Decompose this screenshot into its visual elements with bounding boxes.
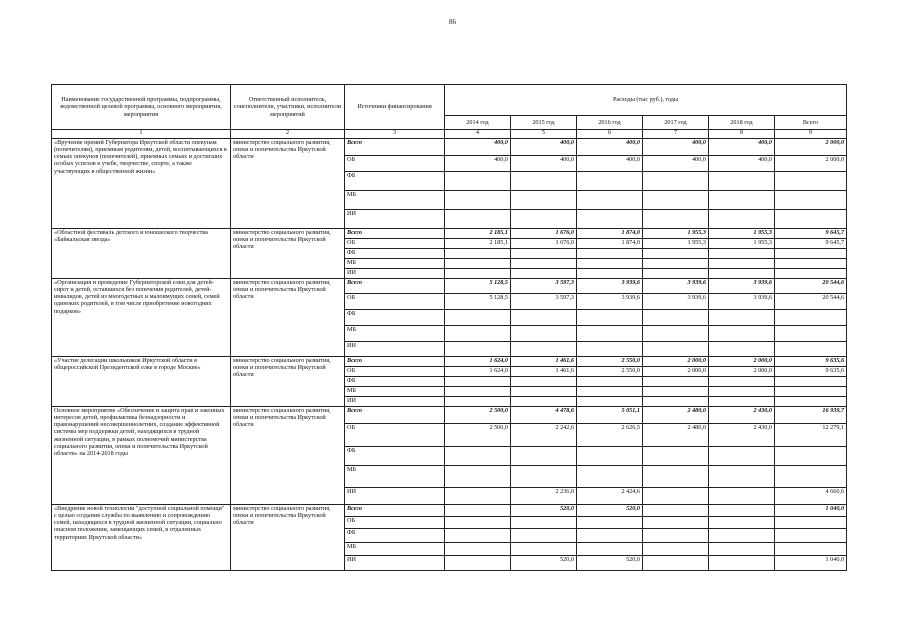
year-value-cell: 400,0 <box>577 139 643 156</box>
year-value-cell: 400,0 <box>445 156 511 172</box>
year-value-cell: 3 939,6 <box>577 294 643 310</box>
year-value-cell <box>643 326 709 342</box>
year-value-cell <box>643 377 709 387</box>
column-number: 2 <box>231 130 345 139</box>
year-value-cell <box>511 447 577 466</box>
year-value-cell <box>511 269 577 279</box>
funding-source: МБ <box>345 466 445 488</box>
year-value-cell: 3 939,6 <box>709 294 775 310</box>
year-value-cell: 2 000,0 <box>643 367 709 377</box>
column-number: 8 <box>709 130 775 139</box>
total-value-cell <box>775 310 847 326</box>
year-value-cell: 1 955,3 <box>643 239 709 249</box>
year-value-cell <box>709 342 775 357</box>
year-value-cell: 1 461,6 <box>511 357 577 367</box>
total-value-cell: 9 635,6 <box>775 367 847 377</box>
year-value-cell <box>511 397 577 407</box>
year-value-cell <box>577 310 643 326</box>
year-value-cell: 2 000,0 <box>643 357 709 367</box>
header-year: 2015 год <box>511 116 577 130</box>
year-value-cell <box>643 310 709 326</box>
year-value-cell <box>445 310 511 326</box>
year-value-cell <box>577 342 643 357</box>
year-value-cell <box>643 505 709 517</box>
year-value-cell <box>445 517 511 529</box>
year-value-cell <box>511 172 577 191</box>
year-value-cell: 3 939,6 <box>643 279 709 294</box>
year-value-cell: 2 480,0 <box>643 424 709 447</box>
year-value-cell: 3 597,3 <box>511 279 577 294</box>
funding-source: ФБ <box>345 310 445 326</box>
total-value-cell <box>775 397 847 407</box>
funding-source: Всего <box>345 139 445 156</box>
year-value-cell: 1 676,0 <box>511 239 577 249</box>
year-value-cell <box>643 556 709 571</box>
total-value-cell: 20 544,6 <box>775 294 847 310</box>
year-value-cell <box>709 466 775 488</box>
year-value-cell: 2 626,5 <box>577 424 643 447</box>
year-value-cell <box>577 172 643 191</box>
funding-source: ОБ <box>345 156 445 172</box>
year-value-cell: 1 624,0 <box>445 357 511 367</box>
funding-source: Всего <box>345 357 445 367</box>
measure-executor: министерство социального развития, опеки и попечительства Иркутской области <box>231 229 345 279</box>
year-value-cell <box>445 377 511 387</box>
year-value-cell <box>445 397 511 407</box>
year-value-cell <box>511 387 577 397</box>
year-value-cell <box>643 172 709 191</box>
total-value-cell <box>775 326 847 342</box>
year-value-cell: 1 676,0 <box>511 229 577 239</box>
measure-name: Основное мероприятие «Обеспечение и защита прав и законных интересов детей, профилактика безнадзорности и правонарушений несовершеннолетних, создание эффективной системы мер поддержки детей, находящихся в трудной жизненной ситуации, в рамках полномочий министерства социального развития, опеки и попечительства Иркутской области» на 2014-2018 годы <box>52 407 231 505</box>
measure-executor: министерство социального развития, опеки и попечительства Иркутской области <box>231 505 345 571</box>
total-value-cell <box>775 210 847 229</box>
funding-source: ФБ <box>345 447 445 466</box>
year-value-cell <box>709 543 775 556</box>
year-value-cell <box>511 517 577 529</box>
funding-source: ОБ <box>345 367 445 377</box>
year-value-cell <box>709 310 775 326</box>
year-value-cell <box>511 529 577 543</box>
year-value-cell <box>709 210 775 229</box>
year-value-cell: 2 500,0 <box>445 424 511 447</box>
table-row <box>52 279 847 294</box>
funding-source: Всего <box>345 505 445 517</box>
year-value-cell <box>577 529 643 543</box>
year-value-cell <box>511 342 577 357</box>
year-value-cell: 400,0 <box>643 156 709 172</box>
year-value-cell <box>709 377 775 387</box>
year-value-cell: 2 236,0 <box>511 488 577 505</box>
year-value-cell <box>577 269 643 279</box>
year-value-cell: 400,0 <box>445 139 511 156</box>
year-value-cell <box>643 517 709 529</box>
year-value-cell: 2 185,1 <box>445 239 511 249</box>
year-value-cell: 400,0 <box>577 156 643 172</box>
year-value-cell: 2 242,6 <box>511 424 577 447</box>
total-value-cell: 1 040,0 <box>775 505 847 517</box>
year-value-cell <box>709 447 775 466</box>
year-value-cell <box>577 377 643 387</box>
year-value-cell: 2 550,0 <box>577 357 643 367</box>
funding-source: ФБ <box>345 249 445 259</box>
year-value-cell: 400,0 <box>709 139 775 156</box>
column-number: 1 <box>52 130 231 139</box>
funding-source: МБ <box>345 191 445 210</box>
year-value-cell <box>511 466 577 488</box>
year-value-cell: 5 128,5 <box>445 294 511 310</box>
year-value-cell: 2 550,0 <box>577 367 643 377</box>
measure-executor: министерство социального развития, опеки и попечительства Иркутской области <box>231 407 345 505</box>
year-value-cell: 3 939,6 <box>643 294 709 310</box>
column-number: 6 <box>577 130 643 139</box>
total-value-cell: 2 000,0 <box>775 139 847 156</box>
column-number: 9 <box>775 130 847 139</box>
header-name: Наименование государственной программы, подпрограммы, ведомственной целевой программы, основного мероприятия, мероприятия <box>52 85 231 130</box>
total-value-cell: 4 660,6 <box>775 488 847 505</box>
page-number: 86 <box>449 18 456 26</box>
year-value-cell <box>709 249 775 259</box>
funding-source: МБ <box>345 543 445 556</box>
year-value-cell: 5 051,1 <box>577 407 643 424</box>
column-number: 7 <box>643 130 709 139</box>
year-value-cell <box>445 556 511 571</box>
year-value-cell <box>643 447 709 466</box>
year-value-cell <box>709 326 775 342</box>
year-value-cell: 3 597,3 <box>511 294 577 310</box>
column-number: 5 <box>511 130 577 139</box>
funding-source: МБ <box>345 326 445 342</box>
year-value-cell <box>643 342 709 357</box>
year-value-cell: 400,0 <box>511 156 577 172</box>
year-value-cell <box>709 488 775 505</box>
total-value-cell <box>775 377 847 387</box>
year-value-cell <box>445 543 511 556</box>
year-value-cell: 3 939,6 <box>577 279 643 294</box>
year-value-cell <box>577 326 643 342</box>
year-value-cell <box>511 210 577 229</box>
year-value-cell <box>643 259 709 269</box>
year-value-cell <box>445 447 511 466</box>
year-value-cell <box>709 269 775 279</box>
funding-source: ИИ <box>345 342 445 357</box>
year-value-cell <box>709 172 775 191</box>
total-value-cell <box>775 269 847 279</box>
header-year: 2014 год <box>445 116 511 130</box>
year-value-cell: 2 430,0 <box>709 407 775 424</box>
funding-source: ОБ <box>345 294 445 310</box>
total-value-cell: 9 645,7 <box>775 229 847 239</box>
year-value-cell <box>445 488 511 505</box>
funding-source: ФБ <box>345 172 445 191</box>
year-value-cell <box>445 326 511 342</box>
table-row <box>52 139 847 156</box>
funding-source: ОБ <box>345 424 445 447</box>
total-value-cell <box>775 529 847 543</box>
year-value-cell: 3 939,6 <box>709 279 775 294</box>
total-value-cell <box>775 387 847 397</box>
year-value-cell <box>643 387 709 397</box>
measure-name: «Внедрение новой технологии "доступной социальной помощи" с целью создания службы по выявлению и сопровождению семей, находящихся в трудной жизненной ситуации, социально опасном положении, замещающих семей, в отдаленных территориях Иркутской области» <box>52 505 231 571</box>
year-value-cell: 520,0 <box>511 505 577 517</box>
year-value-cell <box>445 269 511 279</box>
year-value-cell <box>445 529 511 543</box>
funding-source: ОБ <box>345 239 445 249</box>
table-row <box>52 357 847 367</box>
year-value-cell <box>643 466 709 488</box>
year-value-cell: 2 000,0 <box>709 367 775 377</box>
funding-source: ИИ <box>345 488 445 505</box>
year-value-cell: 2 000,0 <box>709 357 775 367</box>
header-source: Источники финансирования <box>345 85 445 130</box>
year-value-cell <box>577 210 643 229</box>
year-value-cell: 1 624,0 <box>445 367 511 377</box>
year-value-cell: 1 874,0 <box>577 239 643 249</box>
year-value-cell <box>511 259 577 269</box>
year-value-cell <box>445 259 511 269</box>
expenses-table <box>51 84 847 571</box>
year-value-cell <box>577 543 643 556</box>
year-value-cell <box>577 517 643 529</box>
year-value-cell: 2 480,0 <box>643 407 709 424</box>
year-value-cell: 520,0 <box>511 556 577 571</box>
year-value-cell <box>709 191 775 210</box>
total-value-cell <box>775 259 847 269</box>
year-value-cell: 1 955,3 <box>709 239 775 249</box>
year-value-cell <box>643 191 709 210</box>
funding-source: ИИ <box>345 210 445 229</box>
measure-name: «Организация и проведение Губернаторской елки для детей-сирот и детей, оставшихся без попечения родителей, детей-инвалидов, детей из многодетных и малоимущих семей, семей одиноких родителей, в том числе приобретение новогодних подарков» <box>52 279 231 357</box>
year-value-cell <box>577 259 643 269</box>
total-value-cell <box>775 517 847 529</box>
year-value-cell <box>577 387 643 397</box>
year-value-cell <box>511 249 577 259</box>
year-value-cell <box>709 387 775 397</box>
year-value-cell <box>643 249 709 259</box>
funding-source: ФБ <box>345 377 445 387</box>
year-value-cell <box>445 342 511 357</box>
year-value-cell <box>709 556 775 571</box>
year-value-cell: 1 461,6 <box>511 367 577 377</box>
year-value-cell <box>511 326 577 342</box>
year-value-cell <box>577 447 643 466</box>
year-value-cell <box>445 505 511 517</box>
funding-source: МБ <box>345 387 445 397</box>
year-value-cell: 2 424,6 <box>577 488 643 505</box>
total-value-cell: 16 939,7 <box>775 407 847 424</box>
year-value-cell <box>511 543 577 556</box>
total-value-cell <box>775 191 847 210</box>
total-value-cell: 9 645,7 <box>775 239 847 249</box>
funding-source: ОБ <box>345 517 445 529</box>
year-value-cell <box>577 191 643 210</box>
header-year: 2017 год <box>643 116 709 130</box>
year-value-cell <box>643 488 709 505</box>
total-value-cell: 9 635,6 <box>775 357 847 367</box>
table-row <box>52 407 847 424</box>
total-value-cell <box>775 249 847 259</box>
total-value-cell <box>775 466 847 488</box>
year-value-cell: 1 874,0 <box>577 229 643 239</box>
year-value-cell <box>643 397 709 407</box>
funding-source: ИИ <box>345 556 445 571</box>
header-executor: Ответственный исполнитель, соисполнители, участники, исполнители мероприятий <box>231 85 345 130</box>
year-value-cell <box>445 466 511 488</box>
year-value-cell <box>511 310 577 326</box>
year-value-cell: 520,0 <box>577 556 643 571</box>
year-value-cell <box>709 259 775 269</box>
measure-executor: министерство социального развития, опеки и попечительства Иркутской области <box>231 357 345 407</box>
year-value-cell: 1 955,3 <box>709 229 775 239</box>
year-value-cell: 400,0 <box>709 156 775 172</box>
year-value-cell: 4 478,6 <box>511 407 577 424</box>
total-value-cell: 12 279,1 <box>775 424 847 447</box>
measure-executor: министерство социального развития, опеки и попечительства Иркутской области <box>231 279 345 357</box>
header-total: Всего <box>775 116 847 130</box>
year-value-cell <box>643 529 709 543</box>
year-value-cell <box>709 505 775 517</box>
funding-source: Всего <box>345 279 445 294</box>
funding-source: ИИ <box>345 397 445 407</box>
year-value-cell: 5 128,5 <box>445 279 511 294</box>
funding-source: ИИ <box>345 269 445 279</box>
year-value-cell <box>445 172 511 191</box>
total-value-cell <box>775 543 847 556</box>
year-value-cell <box>643 269 709 279</box>
header-year: 2016 год <box>577 116 643 130</box>
column-number: 4 <box>445 130 511 139</box>
table-row <box>52 229 847 239</box>
year-value-cell <box>709 529 775 543</box>
measure-name: «Областной фестиваль детского и юношеского творчества «Байкальская звезда» <box>52 229 231 279</box>
year-value-cell: 400,0 <box>643 139 709 156</box>
year-value-cell <box>577 397 643 407</box>
year-value-cell <box>511 191 577 210</box>
year-value-cell <box>643 210 709 229</box>
year-value-cell: 2 185,1 <box>445 229 511 239</box>
year-value-cell <box>709 517 775 529</box>
total-value-cell: 1 040,0 <box>775 556 847 571</box>
year-value-cell <box>445 210 511 229</box>
year-value-cell <box>511 377 577 387</box>
total-value-cell <box>775 342 847 357</box>
year-value-cell <box>709 397 775 407</box>
year-value-cell <box>445 387 511 397</box>
measure-name: «Вручение премий Губернатора Иркутской области опекунам (попечителям), приемным родителям, детей, воспитывающихся в семьях опекунов (попечителей), приемных семьях и достигших особых успехов в учебе, творчестве, спорте, а также участвующих в общественной жизни» <box>52 139 231 229</box>
year-value-cell <box>577 466 643 488</box>
year-value-cell: 400,0 <box>511 139 577 156</box>
funding-source: Всего <box>345 407 445 424</box>
total-value-cell: 20 544,6 <box>775 279 847 294</box>
funding-source: ФБ <box>345 529 445 543</box>
funding-source: Всего <box>345 229 445 239</box>
total-value-cell <box>775 447 847 466</box>
funding-source: МБ <box>345 259 445 269</box>
year-value-cell: 2 500,0 <box>445 407 511 424</box>
header-year: 2018 год <box>709 116 775 130</box>
year-value-cell: 2 430,0 <box>709 424 775 447</box>
year-value-cell: 520,0 <box>577 505 643 517</box>
measure-name: «Участие делегации школьников Иркутской области в общероссийской Президентской елке в городе Москве» <box>52 357 231 407</box>
column-number: 3 <box>345 130 445 139</box>
table-row <box>52 505 847 517</box>
year-value-cell <box>643 543 709 556</box>
year-value-cell: 1 955,3 <box>643 229 709 239</box>
year-value-cell <box>445 191 511 210</box>
total-value-cell <box>775 172 847 191</box>
measure-executor: министерство социального развития, опеки и попечительства Иркутской области <box>231 139 345 229</box>
header-expenses: Расходы (тыс руб.), годы <box>445 85 847 116</box>
total-value-cell: 2 000,0 <box>775 156 847 172</box>
year-value-cell <box>445 249 511 259</box>
year-value-cell <box>577 249 643 259</box>
